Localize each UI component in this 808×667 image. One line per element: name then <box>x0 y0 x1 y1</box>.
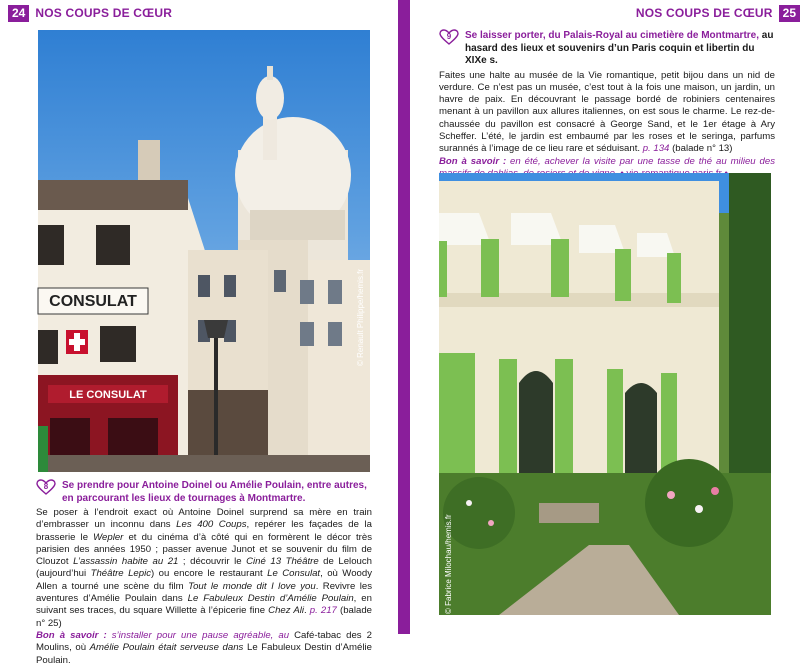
entry-number: 9 <box>446 32 452 41</box>
entry-body: Se poser à l’endroit exact où Antoine Doinel surprend sa mère en train d’embrasser un inconnu dans Les 400 Coups, repérer les façades de la brasserie le Wepler et du cinéma d’à côté qui en formèrent le décor très parisien des années 1950 ; passer avenue Junot et se souvenir du film de Clouzot L’assassin habite au 21 ; découvrir le Ciné 13 Théâtre de Lelouch (aujourd’hui Théâtre Lepic) ou encore le restaurant Le Consulat, où Woody Allen a tourné une scène du film Tout le monde dit I love you. Revivre les aventures d’Amélie Poulain dans Le Fabuleux Destin d’Amélie Poulain, en suivant ses traces, du square Willette à l’épicerie fine Chez Ali. p. 217 (balade n° 25) <box>36 507 373 629</box>
right-page-header <box>630 4 800 22</box>
right-gutter-bar <box>404 0 410 634</box>
good-to-know-tip: Bon à savoir : s’installer pour une pause agréable, au Café-tabac des 2 Moulins, où Amélie Poulain était serveuse dans Le Fabuleux Destin d’Amélie Poulain. <box>36 629 372 666</box>
page-number-left: 24 <box>8 5 29 22</box>
entry-9-title-row <box>439 30 775 68</box>
page-number-right: 25 <box>779 5 800 22</box>
entry-8 <box>36 480 372 667</box>
pavilion-garden-illustration <box>439 173 771 615</box>
le-consulat-sign: LE CONSULAT <box>69 389 147 401</box>
good-to-know-tip: Bon à savoir : en été, achever la visite par une tasse de thé au milieu des <box>439 156 775 181</box>
entry-body: Faites une halte au musée de la Vie romantique, petit bijou dans un nid de verdure. Ce n’est pas un musée, c’est tout à la fois une maison, un jardin, un havre de paix. En découvrant le passage bordé de robiniers centenaires menant à un pavillon aux allures italiennes, on est sous le charme. Le rez-de-chaussée du pavillon est consacré à George Sand, et le 1er étage à Ary Scheffer. L’été, le jardin est embaumé par les roses et le seringa, parfums surannés à l’image de ce lieu rare et séduisant. p. 134 (balade n° 13) <box>439 69 775 155</box>
entry-number: 8 <box>43 482 49 491</box>
entry-8-title-row <box>36 480 372 505</box>
photo-credit-right: © Fabrice Milochau/hemis.fr <box>444 514 453 614</box>
section-title-right: NOS COUPS DE CŒUR <box>635 6 773 20</box>
consulat-sign-upper: CONSULAT <box>49 293 137 310</box>
entry-title: Se prendre pour Antoine Doinel ou Amélie Poulain, entre autres, en parcourant les lieux de tournages à Montmartre. <box>62 480 367 504</box>
heart-number-badge-icon <box>36 479 56 495</box>
entry-9 <box>439 30 775 180</box>
left-page-header <box>8 4 178 22</box>
montmartre-street-photo <box>38 30 370 472</box>
left-page <box>0 0 404 666</box>
page-reference-link[interactable]: p. 134 <box>642 143 670 155</box>
page-reference-link[interactable]: p. 217 <box>309 605 337 617</box>
photo-credit-left: © Renault Philippe/hemis.fr <box>356 268 365 366</box>
section-title-left: NOS COUPS DE CŒUR <box>35 6 173 20</box>
heart-number-badge-icon <box>439 29 459 45</box>
montmartre-illustration <box>38 30 370 472</box>
entry-title: Se laisser porter, du Palais-Royal au cimetière de Montmartre, au hasard des lieux et souvenirs d’un Paris coquin et libertin du XIXe s. <box>465 30 774 66</box>
musee-vie-romantique-photo <box>439 173 771 615</box>
